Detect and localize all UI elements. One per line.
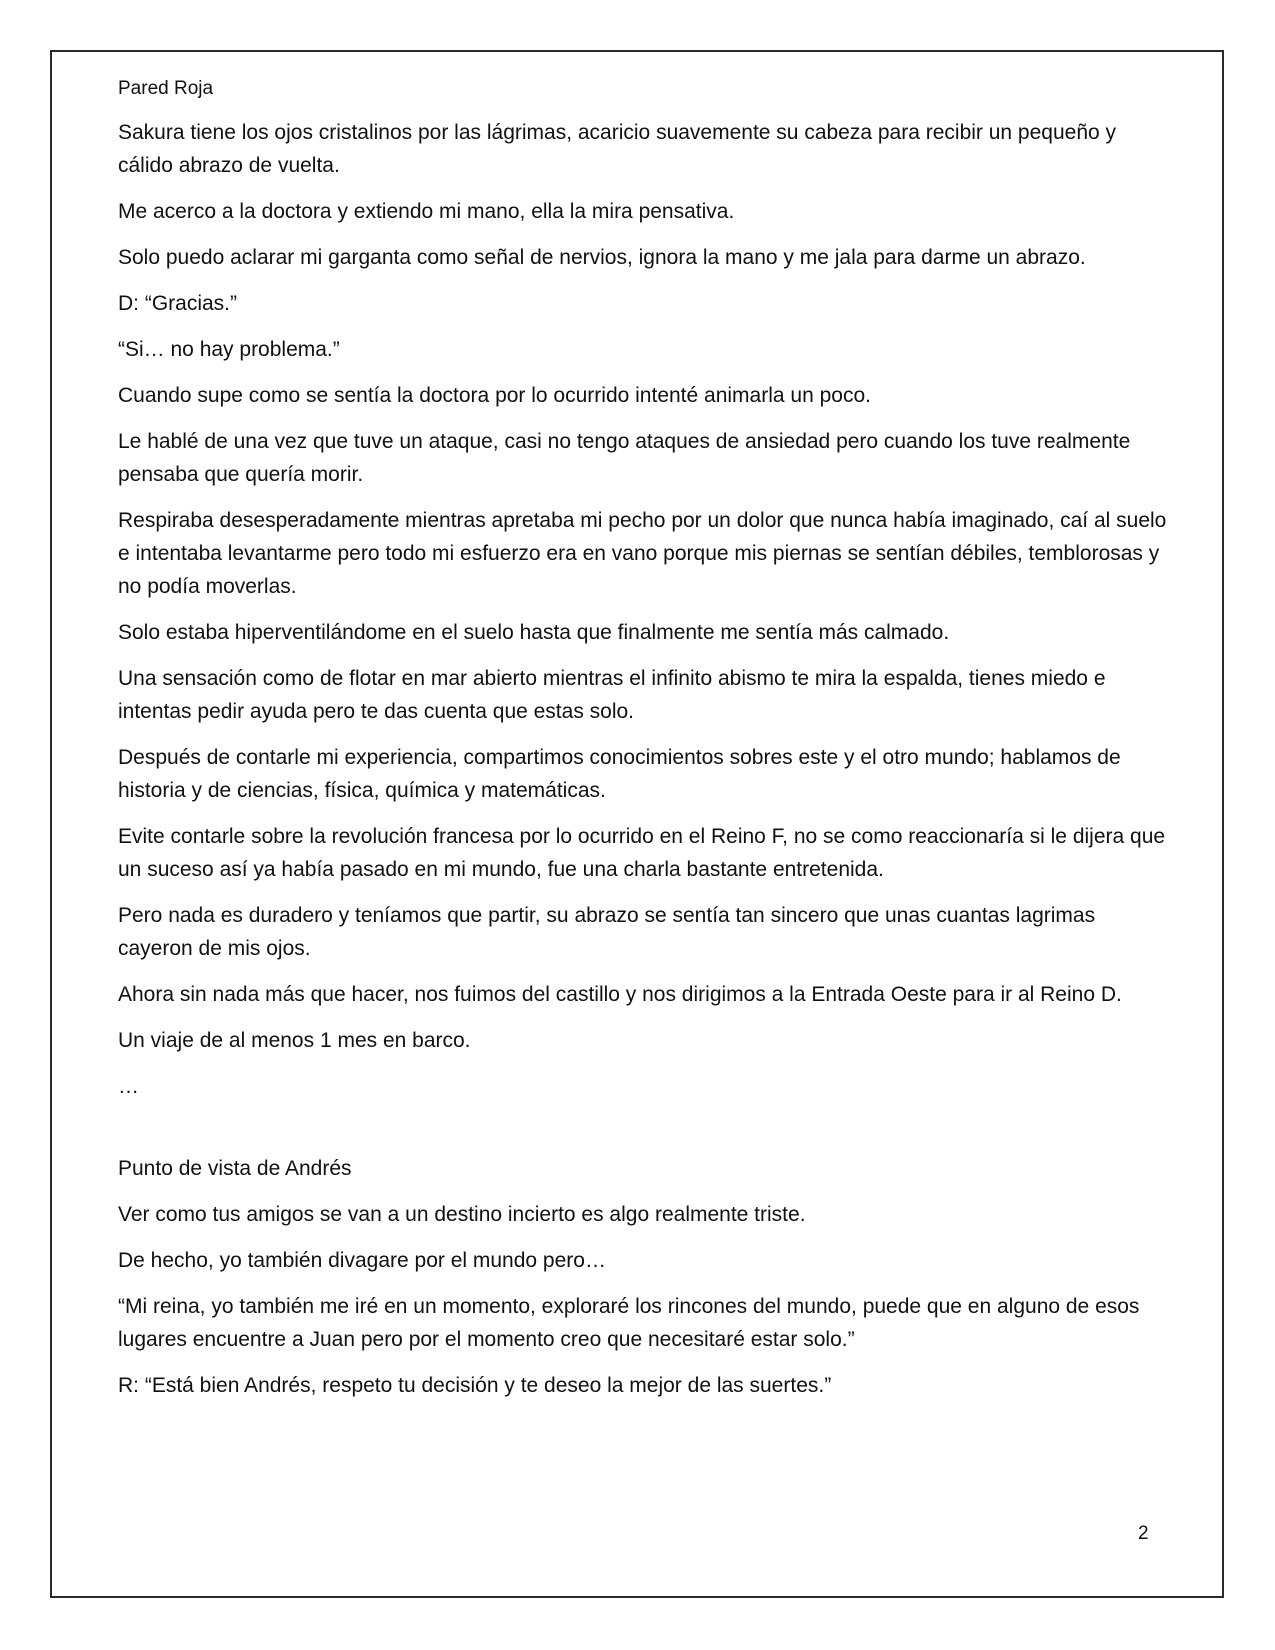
paragraph: Una sensación como de flotar en mar abierto mientras el infinito abismo te mira la espalda, tienes miedo e intentas pedir ayuda pero te das cuenta que estas solo.: [118, 667, 1106, 723]
paragraph: Ver como tus amigos se van a un destino incierto es algo realmente triste.: [118, 1203, 806, 1226]
paragraph: De hecho, yo también divagare por el mundo pero…: [118, 1249, 606, 1272]
paragraph: Cuando supe como se sentía la doctora por lo ocurrido intenté animarla un poco.: [118, 384, 871, 407]
paragraph: Después de contarle mi experiencia, compartimos conocimientos sobres este y el otro mundo; hablamos de historia y de ciencias, física, química y matemáticas.: [118, 746, 1121, 802]
paragraph: Un viaje de al menos 1 mes en barco.: [118, 1029, 471, 1052]
paragraph: Le hablé de una vez que tuve un ataque, casi no tengo ataques de ansiedad pero cuando los tuve realmente pensaba que quería morir.: [118, 430, 1131, 486]
paragraph: Evite contarle sobre la revolución francesa por lo ocurrido en el Reino F, no se como reaccionaría si le dijera que un suceso así ya había pasado en mi mundo, fue una charla bastante entretenida.: [118, 825, 1166, 881]
blank-line: [118, 1116, 1168, 1152]
section-heading: Punto de vista de Andrés: [118, 1157, 352, 1180]
running-header: Pared Roja: [118, 78, 214, 99]
paragraph: Me acerco a la doctora y extiendo mi mano, ella la mira pensativa.: [118, 200, 735, 223]
paragraph: Sakura tiene los ojos cristalinos por las lágrimas, acaricio suavemente su cabeza para recibir un pequeño y cálido abrazo de vuelta.: [118, 121, 1117, 177]
paragraph: Pero nada es duradero y teníamos que partir, su abrazo se sentía tan sincero que unas cuantas lagrimas cayeron de mis ojos.: [118, 904, 1096, 960]
page-content: [118, 74, 1168, 1415]
dialogue-line: D: “Gracias.”: [118, 292, 238, 315]
paragraph: Ahora sin nada más que hacer, nos fuimos del castillo y nos dirigimos a la Entrada Oeste para ir al Reino D.: [118, 983, 1122, 1006]
paragraph: Solo estaba hiperventilándome en el suelo hasta que finalmente me sentía más calmado.: [118, 621, 950, 644]
dialogue-line: R: “Está bien Andrés, respeto tu decisión y te deseo la mejor de las suertes.”: [118, 1374, 832, 1397]
dialogue-line: “Mi reina, yo también me iré en un momento, exploraré los rincones del mundo, puede que en alguno de esos lugares encuentre a Juan pero por el momento creo que necesitaré estar solo.”: [118, 1295, 1140, 1351]
dialogue-line: “Si… no hay problema.”: [118, 338, 340, 361]
paragraph: Solo puedo aclarar mi garganta como señal de nervios, ignora la mano y me jala para darme un abrazo.: [118, 246, 1086, 269]
paragraph: Respiraba desesperadamente mientras apretaba mi pecho por un dolor que nunca había imaginado, caí al suelo e intentaba levantarme pero todo mi esfuerzo era en vano porque mis piernas se sentían débiles, temblorosas y no podía moverlas.: [118, 509, 1167, 598]
scene-break: …: [118, 1075, 139, 1098]
page-number: 2: [1138, 1523, 1149, 1544]
